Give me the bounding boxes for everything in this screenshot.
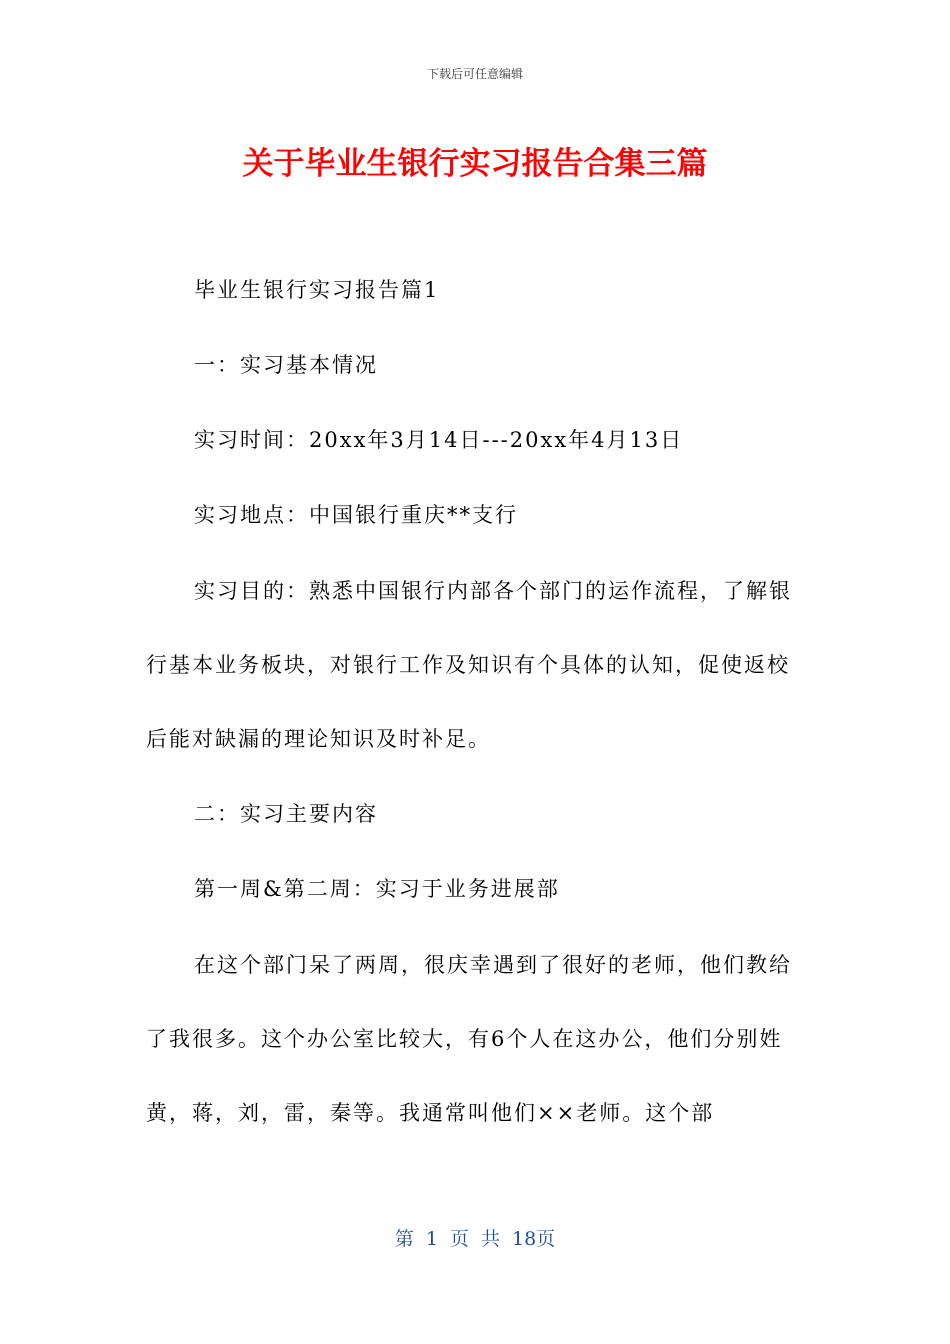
week-heading: 第一周&第二周：实习于业务进展部 xyxy=(194,877,560,901)
internship-location: 实习地点：中国银行重庆**支行 xyxy=(194,503,518,527)
internship-purpose: 实习目的：熟悉中国银行内部各个部门的运作流程，了解银行基本业务板块，对银行工作及知识有个具体的认知，促使返校后能对缺漏的理论知识及时补足。 xyxy=(146,579,792,751)
page-indicator: 第 1 页 共 18页 xyxy=(394,1228,556,1250)
download-note: 下载后可任意编辑 xyxy=(426,67,523,81)
section-heading: 毕业生银行实习报告篇1 xyxy=(194,278,440,302)
body-paragraph: 在这个部门呆了两周，很庆幸遇到了很好的老师，他们教给了我很多。这个办公室比较大，有6个人在这办公，他们分别姓黄，蒋，刘，雷，秦等。我通常叫他们××老师。这个部 xyxy=(146,953,792,1125)
document-body xyxy=(146,272,796,1170)
document-title: 关于毕业生银行实习报告合集三篇 xyxy=(242,146,708,182)
subsection-heading: 一：实习基本情况 xyxy=(194,353,378,377)
subsection-heading: 二：实习主要内容 xyxy=(194,802,378,826)
internship-time: 实习时间：20xx年3月14日---20xx年4月13日 xyxy=(194,428,684,452)
